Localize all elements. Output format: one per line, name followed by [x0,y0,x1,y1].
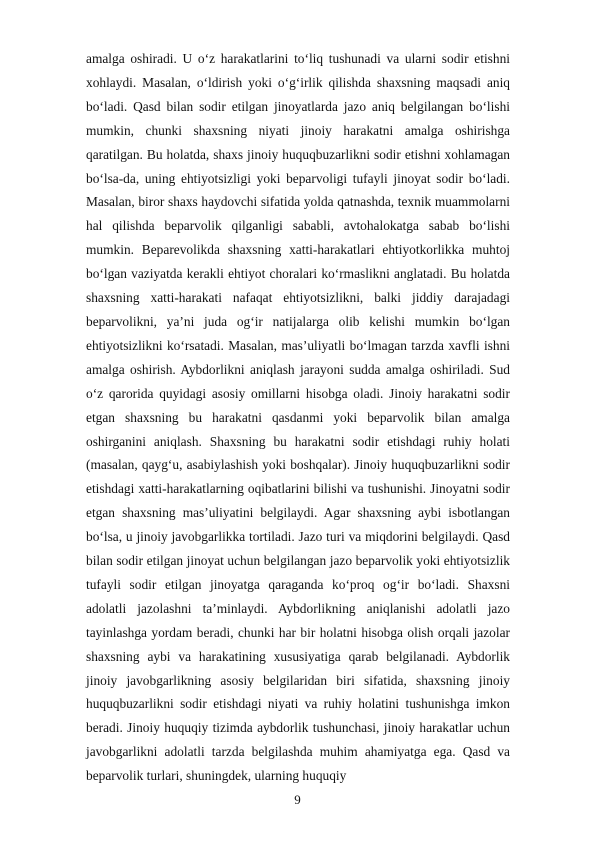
body-paragraph: amalga oshiradi. U oʻz harakatlarini toʻliq tushunadi va ularni sodir etishni xohlaydi. Masalan, oʻldirish yoki oʻgʻirlik qilishda shaxsning maqsadi aniq boʻladi. Qasd bilan sodir etilgan jinoyatlarda jazo aniq belgilangan boʻlishi mumkin, chunki shaxsning niyati jinoiy harakatni amalga oshirishga qaratilgan. Bu holatda, shaxs jinoiy huquqbuzarlikni sodir etishni xohlamagan boʻlsa-da, uning ehtiyotsizligi yoki beparvoligi tufayli jinoyat sodir boʻladi. Masalan, biror shaxs haydovchi sifatida yolda qatnashda, texnik muammolarni hal qilishda beparvolik qilganligi sababli, avtohalokatga sabab boʻlishi mumkin. Beparevolikda shaxsning xatti-harakatlari ehtiyotkorlikka muhtoj boʻlgan vaziyatda kerakli ehtiyot choralari koʻrmaslikni anglatadi. Bu holatda shaxsning xatti-harakati nafaqat ehtiyotsizlikni, balki jiddiy darajadagi beparvolikni, yaʼni juda ogʻir natijalarga olib kelishi mumkin boʻlgan ehtiyotsizlikni koʻrsatadi. Masalan, masʼuliyatli boʻlmagan tarzda xavfli ishni amalga oshirish. Aybdorlikni aniqlash jarayoni sudda amalga oshiriladi. Sud oʻz qarorida quyidagi asosiy omillarni hisobga oladi. Jinoiy harakatni sodir etgan shaxsning bu harakatni qasdanmi yoki beparvolik bilan amalga oshirganini aniqlash. Shaxsning bu harakatni sodir etishdagi ruhiy holati (masalan, qaygʻu, asabiylashish yoki boshqalar). Jinoiy huquqbuzarlikni sodir etishdagi xatti-harakatlarning oqibatlarini bilishi va tushunishi. Jinoyatni sodir etgan shaxsning masʼuliyatini belgilaydi. Agar shaxsning aybi isbotlangan boʻlsa, u jinoiy javobgarlikka tortiladi. Jazo turi va miqdorini belgilaydi. Qasd bilan sodir etilgan jinoyat uchun belgilangan jazo beparvolik yoki ehtiyotsizlik tufayli sodir etilgan jinoyatga qaraganda koʻproq ogʻir boʻladi. Shaxsni adolatli jazolashni taʼminlaydi. Aybdorlikning aniqlanishi adolatli jazo tayinlashga yordam beradi, chunki har bir holatni hisobga olish orqali jazolar shaxsning aybi va harakatining xususiyatiga qarab belgilanadi. Aybdorlik jinoiy javobgarlikning asosiy belgilaridan biri sifatida, shaxsning jinoiy huquqbuzarlikni sodir etishdagi niyati va ruhiy holatini tushunishga imkon beradi. Jinoiy huquqiy tizimda aybdorlik tushunchasi, jinoiy harakatlar uchun javobgarlikni adolatli tarzda belgilashda muhim ahamiyatga ega. Qasd va beparvolik turlari, shuningdek, ularning huquqiy [86,51,510,784]
page-number: 9 [294,792,301,807]
